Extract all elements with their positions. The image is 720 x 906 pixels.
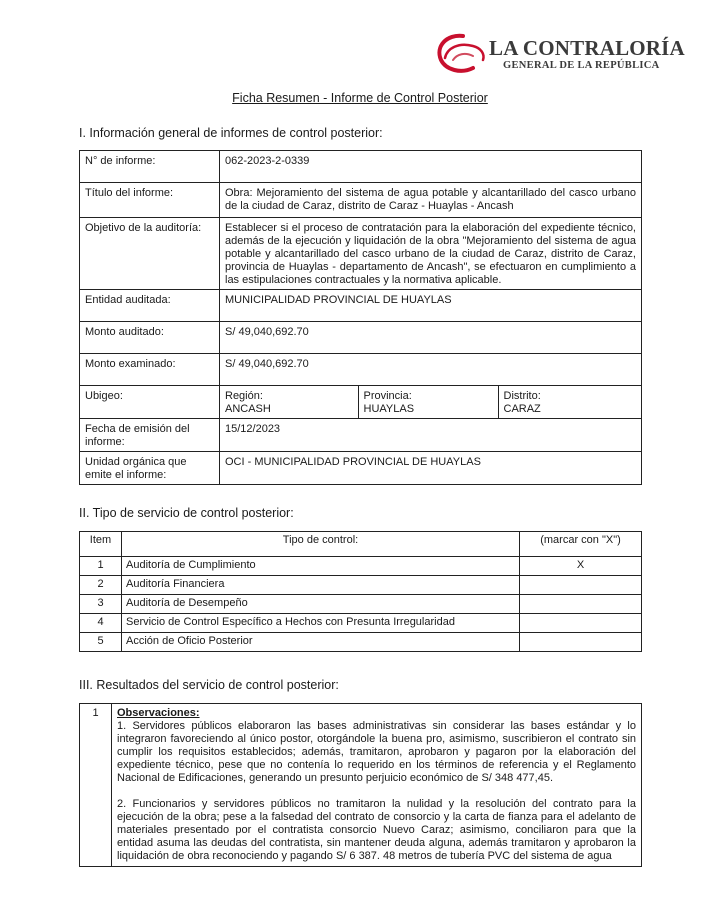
monto-examinado-label: Monto examinado: xyxy=(80,354,220,386)
general-info-table xyxy=(79,150,642,485)
item-mark xyxy=(520,633,642,652)
section2-heading: II. Tipo de servicio de control posterior: xyxy=(79,506,294,520)
item-num: 5 xyxy=(80,633,122,652)
distrito-label: Distrito: xyxy=(503,390,541,402)
document-title: Ficha Resumen - Informe de Control Posterior xyxy=(232,91,488,105)
item-num: 3 xyxy=(80,595,122,614)
region-cell xyxy=(220,386,358,418)
table-row xyxy=(80,595,642,614)
provincia-value: HUAYLAS xyxy=(363,403,415,415)
table-row xyxy=(80,633,642,652)
titulo-label: Título del informe: xyxy=(80,183,220,218)
monto-auditado-label: Monto auditado: xyxy=(80,322,220,354)
observacion-2: 2. Funcionarios y servidores públicos no tramitaron la nulidad y la resolución del contrato para la ejecución de la obra; pese a la falsedad del contrato de consorcio y la carta de fianza para el adelanto de materiales presentado por el contratista consorcio Nuevo Caraz; asimismo, conciliaron para que la entidad asuma las deudas del contratista, sin mantener deuda alguna, además tramitaron y aprobaron la liquidación de obra reconociendo y pagando S/ 6 387. 48 metros de tubería PVC del sistema de agua xyxy=(117,798,636,862)
item-mark: X xyxy=(520,557,642,576)
col-item-header: Item xyxy=(80,532,122,557)
ubigeo-split xyxy=(220,386,642,418)
entidad-label: Entidad auditada: xyxy=(80,290,220,322)
results-table xyxy=(79,703,642,867)
col-marcar-header: (marcar con "X") xyxy=(520,532,642,557)
item-mark xyxy=(520,614,642,633)
titulo-value: Obra: Mejoramiento del sistema de agua potable y alcantarillado del casco urbano de la ciudad de Caraz, distrito de Caraz - Huaylas - Ancash xyxy=(220,183,642,218)
monto-auditado-value: S/ 49,040,692.70 xyxy=(220,322,642,354)
logo-sub-text: GENERAL DE LA REPÚBLICA xyxy=(503,60,660,71)
service-type-table xyxy=(79,531,642,652)
item-num: 1 xyxy=(80,557,122,576)
item-tipo: Auditoría de Cumplimiento xyxy=(122,557,520,576)
item-num: 4 xyxy=(80,614,122,633)
contraloria-logo xyxy=(433,30,685,80)
table-row xyxy=(80,151,642,183)
unidad-value: OCI - MUNICIPALIDAD PROVINCIAL DE HUAYLAS xyxy=(220,452,642,485)
objetivo-label: Objetivo de la auditoría: xyxy=(80,218,220,290)
numero-label: N° de informe: xyxy=(80,151,220,183)
unidad-label: Unidad orgánica que emite el informe: xyxy=(80,452,220,485)
logo-swoosh-icon xyxy=(433,30,493,80)
distrito-cell xyxy=(498,386,642,418)
region-label: Región: xyxy=(225,390,263,402)
section3-heading: III. Resultados del servicio de control posterior: xyxy=(79,678,339,692)
table-row xyxy=(80,419,642,452)
result-content xyxy=(112,704,642,867)
item-num: 2 xyxy=(80,576,122,595)
objetivo-value: Establecer si el proceso de contratación para la elaboración del expediente técnico, además de la ejecución y liquidación de la obra "Mejoramiento del sistema de agua potable y alcantarillado del casco urbano de la ciudad de Caraz, distrito de Caraz, provincia de Huaylas - departamento de Ancash", se efectuaron en cumplimiento a las estipulaciones contractuales y la normativa aplicable. xyxy=(220,218,642,290)
table-row xyxy=(80,322,642,354)
item-mark xyxy=(520,576,642,595)
table-row xyxy=(80,183,642,218)
item-tipo: Servicio de Control Específico a Hechos con Presunta Irregularidad xyxy=(122,614,520,633)
ubigeo-value xyxy=(220,386,642,419)
table-row xyxy=(80,576,642,595)
table-header-row xyxy=(80,532,642,557)
table-row xyxy=(80,704,642,867)
table-row xyxy=(80,218,642,290)
item-tipo: Auditoría de Desempeño xyxy=(122,595,520,614)
result-num: 1 xyxy=(80,704,112,867)
fecha-value: 15/12/2023 xyxy=(220,419,642,452)
table-row xyxy=(80,557,642,576)
entidad-value: MUNICIPALIDAD PROVINCIAL DE HUAYLAS xyxy=(220,290,642,322)
table-row xyxy=(80,452,642,485)
table-row xyxy=(80,614,642,633)
provincia-cell xyxy=(358,386,498,418)
region-value: ANCASH xyxy=(225,403,271,415)
table-row xyxy=(80,290,642,322)
item-tipo: Auditoría Financiera xyxy=(122,576,520,595)
table-row xyxy=(80,354,642,386)
section1-heading: I. Información general de informes de control posterior: xyxy=(79,126,383,140)
item-tipo: Acción de Oficio Posterior xyxy=(122,633,520,652)
distrito-value: CARAZ xyxy=(503,403,541,415)
ubigeo-label: Ubigeo: xyxy=(80,386,220,419)
provincia-label: Provincia: xyxy=(363,390,412,402)
observacion-1: 1. Servidores públicos elaboraron las bases administrativas sin considerar las bases estándar y lo integraron favoreciendo al único postor, otorgándole la buena pro, asimismo, suscribieron el contrato sin cumplir los requisitos establecidos; además, tramitaron, aprobaron y pagaron por la elaboración del expediente técnico, pese que no contenía lo requerido en los términos de referencia y el Reglamento Nacional de Edificaciones, generando un presunto perjuicio económico de S/ 348 477,45. xyxy=(117,720,636,784)
monto-examinado-value: S/ 49,040,692.70 xyxy=(220,354,642,386)
logo-main-text: LA CONTRALORÍA xyxy=(489,36,685,60)
fecha-label: Fecha de emisión del informe: xyxy=(80,419,220,452)
col-tipo-header: Tipo de control: xyxy=(122,532,520,557)
numero-value: 062-2023-2-0339 xyxy=(220,151,642,183)
table-row xyxy=(80,386,642,419)
item-mark xyxy=(520,595,642,614)
observaciones-title: Observaciones: xyxy=(117,707,200,719)
